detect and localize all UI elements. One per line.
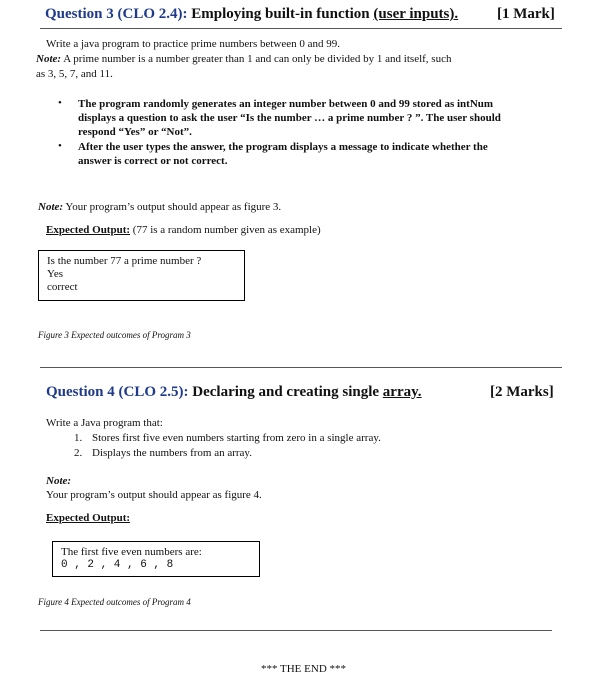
q3-title [45,6,458,23]
q4-item-1-num: 1. [74,432,83,444]
q3-note-label: Note: [36,53,62,65]
q3-bullet-2-line-2: answer is correct or not correct. [78,155,228,167]
q3-output-note [38,200,281,215]
q3-top-rule [40,28,562,29]
q4-intro: Write a Java program that: [46,417,163,429]
q3-marks: [1 Mark] [497,6,555,22]
q4-item-2-num: 2. [74,447,83,459]
bullet-icon: • [58,140,62,152]
q4-title-number: Question 4 (CLO 2.5): [46,384,189,400]
q3-bullet-1-line-2: displays a question to ask the user “Is the number … a prime number ? ”. The user should [78,112,501,124]
q3-title-text: Employing built-in function [191,6,370,22]
q3-bullet-1 [78,97,563,139]
q3-bullet-2 [78,140,563,168]
q3-bullet-2-line-1: After the user types the answer, the program displays a message to indicate whether the [78,141,488,153]
q3-title-number: Question 3 (CLO 2.4): [45,6,188,22]
q3-output-note-label: Note: [38,201,64,213]
q3-note-text-1: A prime number is a number greater than 1 and can only be divided by 1 and itself, such [63,53,452,65]
q3-bullet-1-line-3: respond “Yes” or “Not”. [78,126,192,138]
q4-item-1: Stores first five even numbers starting from zero in a single array. [92,432,381,444]
q3-output-box [38,250,245,301]
q3-figure-caption: Figure 3 Expected outcomes of Program 3 [38,330,191,340]
q4-title-underlined: array. [382,384,422,400]
q3-note-text-2: as 3, 5, 7, and 11. [36,68,113,80]
q4-output-line-1: The first five even numbers are: [61,546,202,558]
the-end: *** THE END *** [260,663,347,675]
q4-note-label: Note: [46,475,72,487]
q3-output-note-text: Your program’s output should appear as figure 3. [65,201,282,213]
q4-output-line-2: 0 , 2 , 4 , 6 , 8 [61,559,174,571]
q3-output-line-3: correct [47,281,78,293]
q4-output-box [52,541,260,577]
q3-title-underlined: (user inputs). [373,6,459,22]
q4-title-text: Declaring and creating single [192,384,380,400]
q3-intro: Write a java program to practice prime numbers between 0 and 99. [46,38,340,50]
q3-output-line-1: Is the number 77 a prime number ? [47,255,202,267]
q3-expected [46,223,321,238]
q4-expected-label: Expected Output: [46,512,131,524]
q4-note-text: Your program’s output should appear as figure 4. [46,489,262,501]
q4-top-rule [40,367,562,368]
q3-expected-text: (77 is a random number given as example) [132,224,321,236]
q3-note [36,52,556,67]
q4-figure-caption: Figure 4 Expected outcomes of Program 4 [38,597,191,607]
q3-output-line-2: Yes [47,268,64,280]
bullet-icon: • [58,97,62,109]
q4-title [46,384,422,401]
bottom-rule [40,630,552,631]
q4-item-2: Displays the numbers from an array. [92,447,252,459]
q4-marks: [2 Marks] [490,384,554,400]
q3-bullet-1-line-1: The program randomly generates an integer number between 0 and 99 stored as intNum [78,98,494,110]
q3-expected-label: Expected Output: [46,224,131,236]
